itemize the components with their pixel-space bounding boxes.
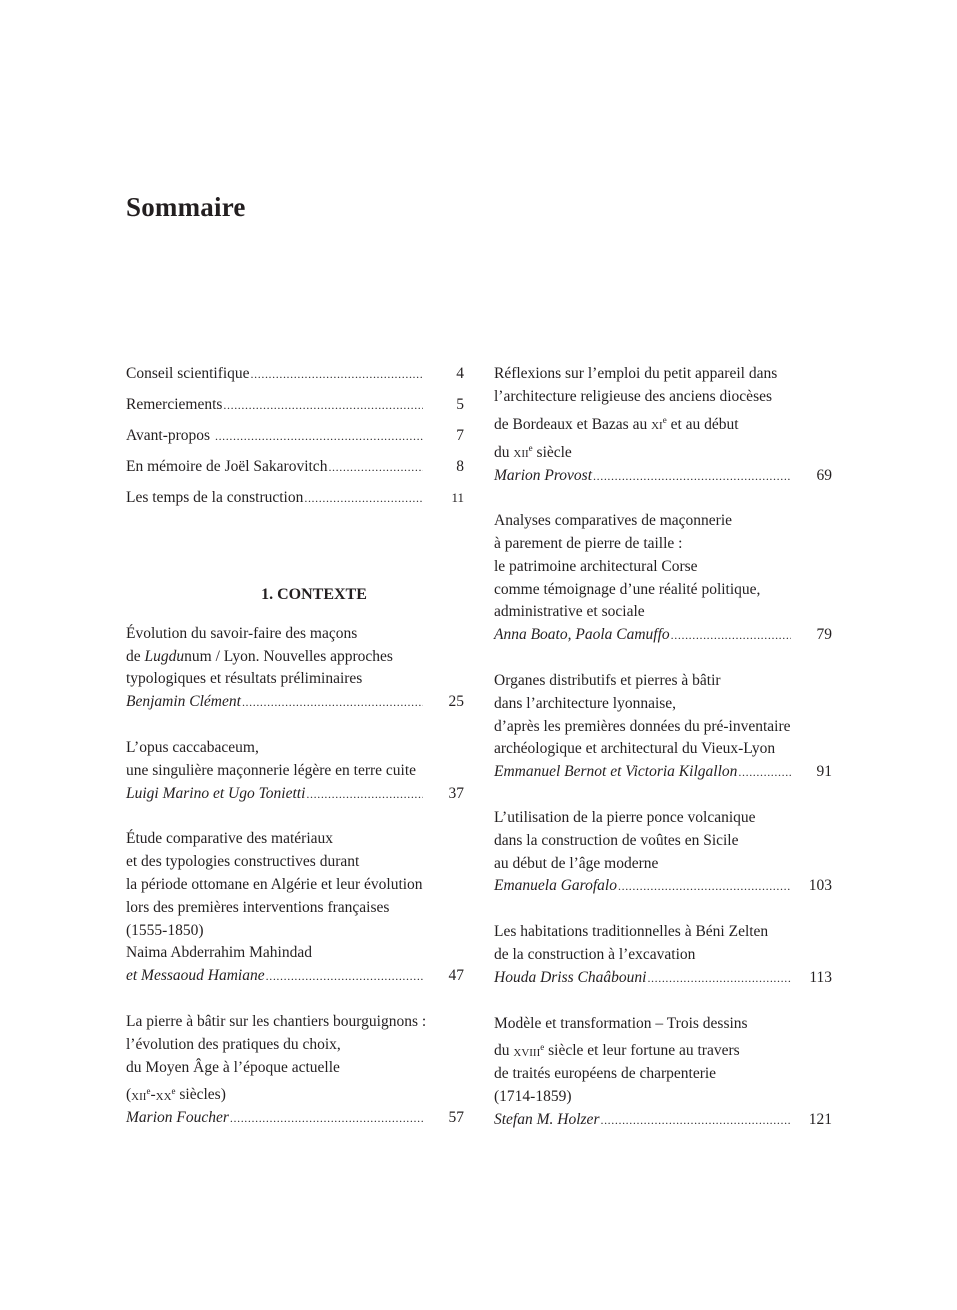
toc-entry[interactable] (126, 623, 464, 714)
entry-title-line: (1714-1859) (494, 1088, 572, 1106)
dot-leader (618, 875, 791, 898)
toc-page-number: 69 (816, 466, 832, 484)
entry-author: et Messaoud Hamiane (126, 967, 265, 985)
dot-leader (215, 425, 423, 448)
entry-title-line: d’après les premières données du pré-inventaire (494, 717, 791, 735)
toc-page-number: 7 (456, 427, 464, 444)
toc-page-number: 37 (448, 784, 464, 802)
toc-page-number: 113 (809, 968, 832, 986)
entry-author: Marion Foucher (126, 1109, 229, 1127)
dot-leader (328, 456, 423, 479)
entry-title-line: l’évolution des pratiques du choix, (126, 1035, 341, 1053)
toc-entry[interactable] (126, 1011, 464, 1130)
entry-author-line (494, 967, 832, 990)
entry-author-line (126, 1107, 464, 1130)
entry-title-line: du xviii$^e$ siècle et leur fortune au travers (494, 1041, 740, 1060)
entry-author-first-line: Naima Abderrahim Mahindad (126, 944, 312, 962)
toc-entry-remerciements[interactable] (126, 394, 464, 425)
entry-author: Benjamin Clément (126, 693, 241, 711)
toc-page-number: 57 (448, 1109, 464, 1127)
entry-title-line: Les habitations traditionnelles à Béni Zelten (494, 923, 769, 941)
entry-title-line: dans la construction de voûtes en Sicile (494, 831, 739, 849)
dot-leader (230, 1107, 423, 1130)
entry-author-line (494, 465, 832, 488)
entry-author-line (126, 965, 464, 988)
toc-page-number: 8 (456, 458, 464, 475)
toc-entry[interactable] (494, 510, 832, 647)
entry-title-line: dans l’architecture lyonnaise, (494, 694, 677, 712)
entry-title-line: L’utilisation de la pierre ponce volcanique (494, 809, 756, 827)
entry-title-line: comme témoignage d’une réalité politique, (494, 580, 761, 598)
toc-page-number: 5 (456, 396, 464, 413)
entry-title-line: de Bordeaux et Bazas au $xi^e$ et au début (494, 414, 739, 433)
entry-author: Emmanuel Bernot et Victoria Kilgallon (494, 763, 738, 781)
entry-author: Houda Driss Chaâbouni (494, 968, 647, 986)
entry-title-line: de Lugdunum / Lyon. Nouvelles approches (126, 647, 393, 665)
dot-leader (671, 624, 791, 647)
toc-entry[interactable] (494, 1013, 832, 1132)
entry-title-line: Analyses comparatives de maçonnerie (494, 512, 733, 530)
dot-leader (223, 394, 423, 417)
toc-page-number: 47 (448, 967, 464, 985)
toc-entry[interactable] (494, 670, 832, 784)
toc-entry-label: Avant-propos (126, 427, 214, 444)
toc-page-number: 4 (456, 365, 464, 382)
right-entries-list (494, 363, 832, 1132)
toc-entry[interactable] (494, 363, 832, 487)
entry-title-line: Organes distributifs et pierres à bâtir (494, 672, 721, 690)
toc-entry-label: Remerciements (126, 396, 223, 413)
entry-title-line: au début de l’âge moderne (494, 854, 659, 872)
toc-page-number: 25 (448, 693, 464, 711)
toc-entry-label: En mémoire de Joël Sakarovitch (126, 458, 328, 475)
entry-title-line: L’opus caccabaceum, (126, 738, 259, 756)
entry-author-line (494, 624, 832, 647)
toc-entry-label: Les temps de la construction (126, 489, 304, 506)
entry-title-line: la période ottomane en Algérie et leur évolution (126, 875, 423, 893)
dot-leader (647, 967, 791, 990)
toc-page-number: 79 (816, 626, 832, 644)
entry-title-line: typologiques et résultats préliminaires (126, 670, 363, 688)
section-heading: 1. CONTEXTE (261, 586, 367, 603)
toc-left-column (126, 363, 464, 1153)
toc-entry[interactable] (126, 828, 464, 988)
entry-title-line: lors des premières interventions françaises (126, 898, 390, 916)
toc-entry-conseil[interactable] (126, 363, 464, 394)
dot-leader (593, 465, 791, 488)
entry-author: Anna Boato, Paola Camuffo (494, 626, 670, 644)
entry-author-line (126, 783, 464, 806)
entry-title-line: ($xii^e-xx^e$ siècles) (126, 1085, 226, 1104)
dot-leader (304, 487, 423, 510)
toc-entry-label: Conseil scientifique (126, 365, 250, 382)
toc-page-number: 121 (808, 1110, 832, 1128)
toc-entry[interactable] (494, 807, 832, 898)
entry-title-line: à parement de pierre de taille : (494, 535, 683, 553)
dot-leader (738, 761, 791, 784)
toc-entry-avant-propos[interactable] (126, 425, 464, 456)
toc-page-number: 11 (451, 490, 464, 505)
entry-title-line: du Moyen Âge à l’époque actuelle (126, 1058, 340, 1076)
left-entries-list (126, 623, 464, 1130)
entry-title-line: et des typologies constructives durant (126, 853, 360, 871)
entry-author-line (494, 875, 832, 898)
dot-leader (266, 965, 423, 988)
entry-title-line: de traités européens de charpenterie (494, 1065, 717, 1083)
entry-title-line: une singulière maçonnerie légère en terre cuite (126, 761, 417, 779)
entry-title-line: Réflexions sur l’emploi du petit appareil dans (494, 365, 778, 382)
dot-leader (306, 783, 423, 806)
toc-entry[interactable] (126, 737, 464, 805)
dot-leader (251, 363, 423, 386)
entry-title-line: (1555-1850) (126, 921, 204, 939)
entry-title-line: Évolution du savoir-faire des maçons (126, 624, 358, 642)
entry-title-line: l’architecture religieuse des anciens diocèses (494, 387, 773, 405)
entry-title-line: Modèle et transformation – Trois dessins (494, 1014, 748, 1032)
toc-entry-temps[interactable] (126, 487, 464, 518)
toc-entry-memoire[interactable] (126, 456, 464, 487)
entry-title-line: La pierre à bâtir sur les chantiers bourguignons : (126, 1012, 427, 1030)
entry-author-line (126, 691, 464, 714)
entry-author: Luigi Marino et Ugo Tonietti (126, 784, 306, 802)
entry-title-line: de la construction à l’excavation (494, 946, 696, 964)
entry-title-line: archéologique et architectural du Vieux-Lyon (494, 740, 776, 758)
entry-author-line (494, 761, 832, 784)
entry-title-line: administrative et sociale (494, 603, 645, 621)
dot-leader (242, 691, 423, 714)
toc-right-column (494, 363, 832, 1155)
toc-entry[interactable] (494, 921, 832, 989)
entry-author-line (494, 1109, 832, 1132)
dot-leader (600, 1109, 791, 1132)
toc-page-number: 103 (808, 877, 832, 895)
entry-author: Emanuela Garofalo (494, 877, 617, 895)
page-title: Sommaire (126, 192, 246, 222)
entry-title-line: le patrimoine architectural Corse (494, 557, 698, 575)
toc-page-number: 91 (816, 763, 832, 781)
entry-author: Stefan M. Holzer (494, 1110, 600, 1128)
entry-author: Marion Provost (494, 466, 593, 484)
front-matter-list (126, 363, 464, 518)
entry-title-line: du xii$^e$ siècle (494, 442, 572, 461)
entry-title-line: Étude comparative des matériaux (126, 830, 334, 848)
